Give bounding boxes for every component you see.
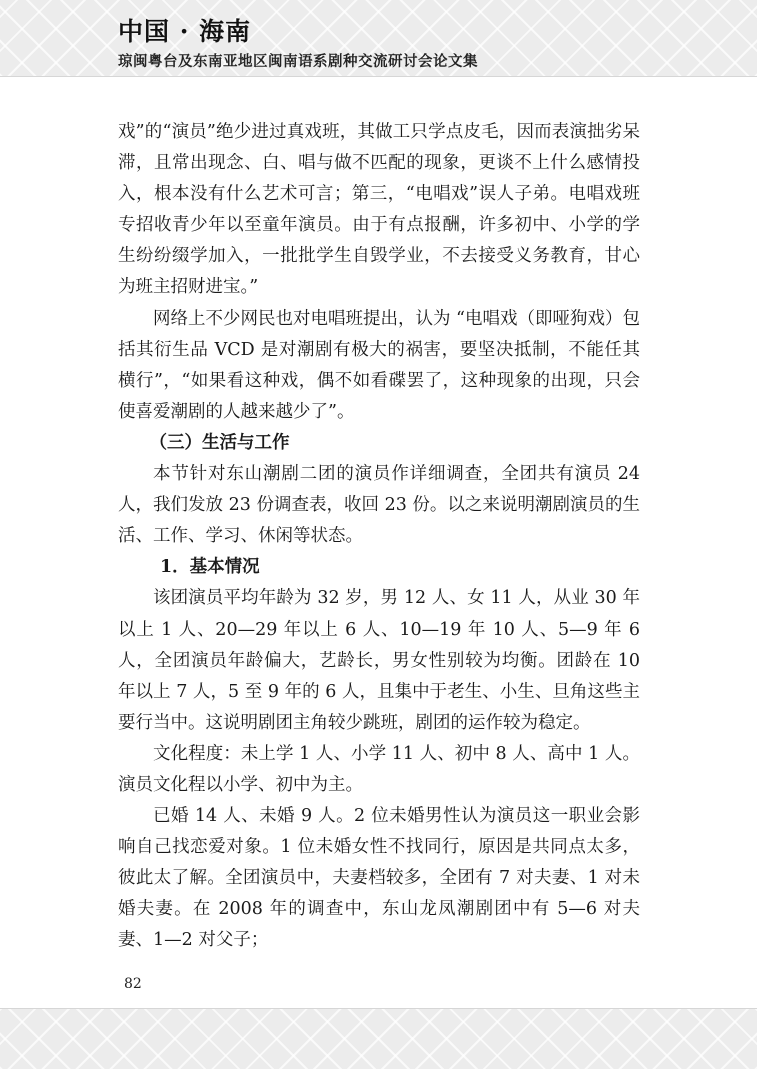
subsection-heading-basic-info: 1．基本情况: [160, 557, 260, 578]
paragraph-education: 文化程度：未上学 1 人、小学 11 人、初中 8 人、高中 1 人。演员文化程以小学、初中为主。: [118, 743, 640, 795]
paragraph-netizens: 网络上不少网民也对电唱班提出，认为 “电唱戏（即哑狗戏）包括其衍生品 VCD 是对潮剧有极大的祸害，要坚决抵制，不能任其横行”，“如果看这种戏，偶不如看碟罢了，这种现象的出现，只会使喜爱潮剧的人越来越少了”。: [118, 308, 641, 422]
paragraph-continued: 戏”的“演员”绝少进过真戏班，其做工只学点皮毛，因而表演拙劣呆滞，且常出现念、白、唱与做不匹配的现象，更谈不上什么感情投入，根本没有什么艺术可言；第三，“电唱戏”误人子弟。电唱戏班专招收青少年以至童年演员。由于有点报酬，许多初中、小学的学生纷纷缀学加入，一批批学生自毁学业，不去接受义务教育，甘心为班主招财进宝。”: [118, 122, 640, 298]
article-body: [118, 117, 640, 957]
series-title: 中国 · 海南: [118, 17, 252, 46]
footer-band: [0, 1008, 757, 1069]
paragraph-age-stats: 该团演员平均年龄为 32 岁，男 12 人、女 11 人，从业 30 年以上 1 人、20—29 年以上 6 人、10—19 年 10 人、5—9 年 6 人，全团演员年龄偏大，艺龄长，男女性别较为均衡。团龄在 10 年以上 7 人，5 至 9 年的 6 人，且集中于老生、小生、旦角这些主要行当中。这说明剧团主角较少跳班，剧团的运作较为稳定。: [118, 588, 640, 733]
paragraph-marriage: 已婚 14 人、未婚 9 人。2 位未婚男性认为演员这一职业会影响自己找恋爱对象。1 位未婚女性不找同行，原因是共同点太多，彼此太了解。全团演员中，夫妻档较多，全团有 7 对夫妻、1 对未婚夫妻。在 2008 年的调查中，东山龙凤潮剧团中有 5—6 对夫妻、1—2 对父子；: [118, 806, 640, 951]
series-subtitle: 琼闽粤台及东南亚地区闽南语系剧种交流研讨会论文集: [118, 54, 478, 70]
paragraph-survey-intro: 本节针对东山潮剧二团的演员作详细调查，全团共有演员 24 人，我们发放 23 份调查表，收回 23 份。以之来说明潮剧演员的生活、工作、学习、休闲等状态。: [118, 464, 640, 547]
page-number: 82: [124, 976, 142, 992]
header-band: [0, 0, 757, 77]
section-heading-life-work: （三）生活与工作: [149, 432, 290, 453]
